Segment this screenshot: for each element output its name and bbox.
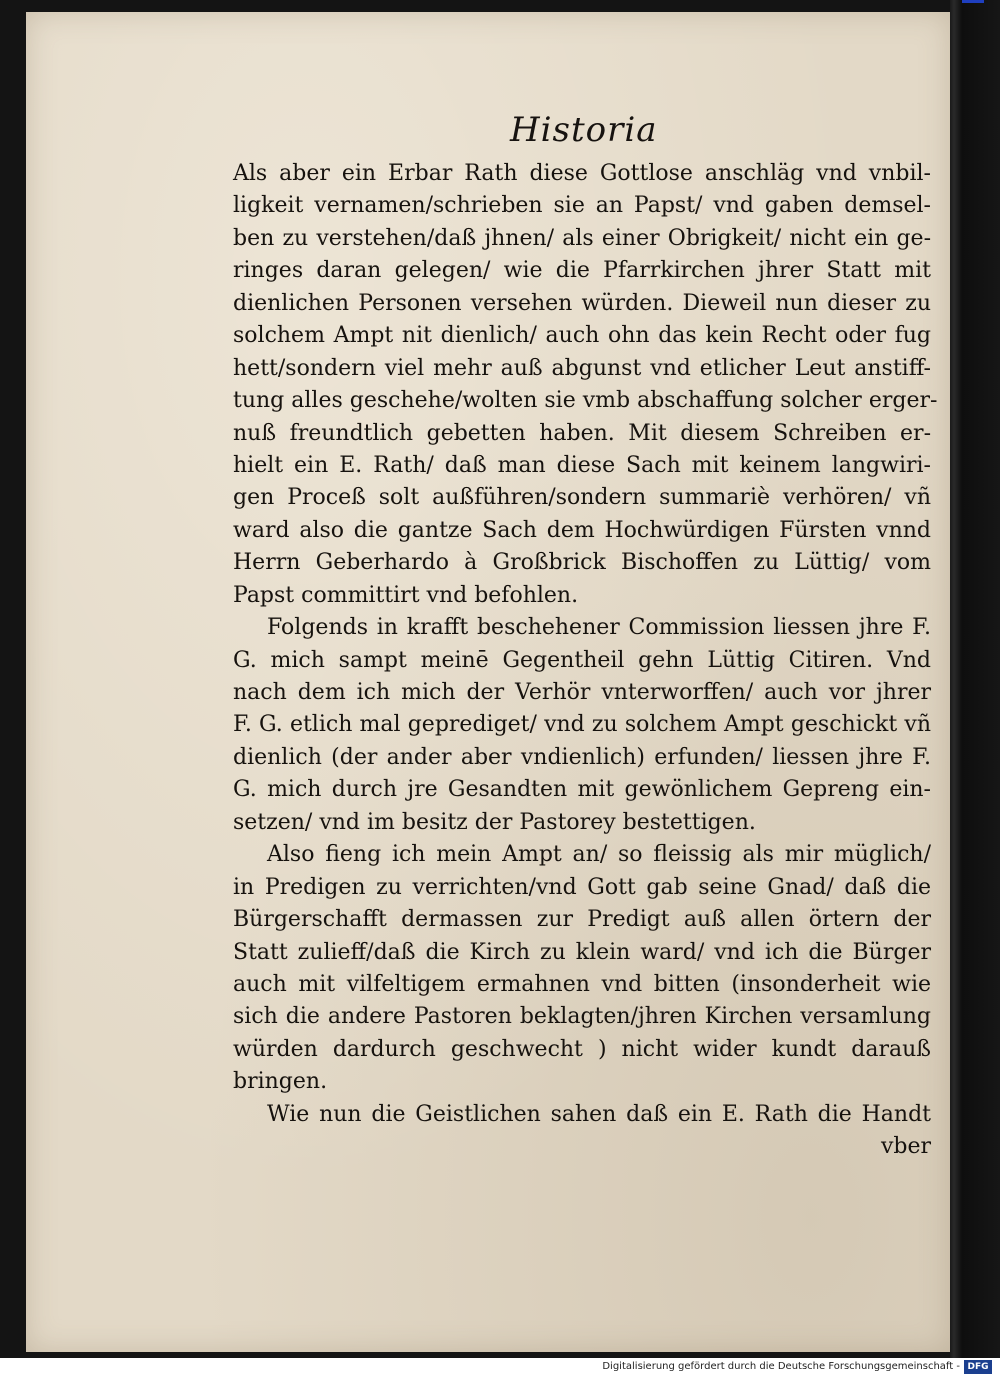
- text-line: nuß freundtlich gebetten haben. Mit diesem Schreiben er-: [233, 420, 931, 446]
- text-line: Also fieng ich mein Ampt an/ so fleissig als mir müglich/: [267, 842, 931, 868]
- text-line: nach dem ich mich der Verhör vnterworffen/ auch vor jhrer: [233, 680, 931, 705]
- text-line: solchem Ampt nit dienlich/ auch ohn das kein Recht oder fug: [233, 323, 931, 349]
- text-line: gen Proceß solt außführen/sondern summariè verhören/ vñ: [233, 485, 931, 511]
- footer-bar: [0, 1358, 1000, 1376]
- text-line: Wie nun die Geistlichen sahen daß ein E. Rath die Handt: [267, 1101, 931, 1127]
- body-text: [233, 158, 938, 1164]
- text-line: Herrn Geberhardo à Großbrick Bischoffen zu Lüttig/ vom: [233, 550, 931, 576]
- text-line: Als aber ein Erbar Rath diese Gottlose anschläg vnd vnbil-: [233, 161, 931, 186]
- text-line: in Predigen zu verrichten/vnd Gott gab seine Gnad/ daß die: [233, 874, 931, 900]
- text-line: Folgends in krafft beschehener Commission liessen jhre F.: [267, 615, 931, 641]
- text-line: Bürgerschafft dermassen zur Predigt auß allen örtern der: [233, 907, 931, 933]
- text-line: würden dardurch geschwecht ) nicht wider kundt darauß: [233, 1036, 931, 1062]
- catchword: vber: [880, 1134, 931, 1160]
- text-line: F. G. etlich mal geprediget/ vnd zu solchem Ampt geschickt vñ: [233, 712, 931, 738]
- dfg-logo: DFG: [964, 1360, 992, 1374]
- text-line: ben zu verstehen/daß jhnen/ als einer Obrigkeit/ nicht ein ge-: [233, 225, 931, 251]
- text-line: sich die andere Pastoren beklagten/jhren Kirchen versamlung: [233, 1004, 931, 1030]
- text-line: ringes daran gelegen/ wie die Pfarrkirchen jhrer Statt mit: [233, 258, 931, 284]
- text-line: Papst committirt vnd befohlen.: [233, 582, 579, 608]
- text-line: Statt zulieff/daß die Kirch zu klein ward/ vnd ich die Bürger: [233, 939, 931, 965]
- text-line: ward also die gantze Sach dem Hochwürdigen Fürsten vnnd: [233, 517, 931, 543]
- funding-credit: Digitalisierung gefördert durch die Deutsche Forschungsgemeinschaft -: [602, 1361, 960, 1372]
- text-line: dienlich (der ander aber vndienlich) erfunden/ liessen jhre F.: [233, 744, 931, 770]
- text-line: ligkeit vernamen/schrieben sie an Papst/ vnd gaben demsel-: [233, 193, 931, 219]
- scan-color-marker: [962, 0, 984, 3]
- text-line: setzen/ vnd im besitz der Pastorey bestettigen.: [233, 809, 756, 835]
- running-head: Historia: [510, 110, 658, 150]
- text-line: hielt ein E. Rath/ daß man diese Sach mit keinem langwiri-: [233, 452, 931, 478]
- text-line: bringen.: [233, 1069, 328, 1095]
- text-line: hett/sondern viel mehr auß abgunst vnd etlicher Leut anstiff-: [233, 355, 931, 381]
- text-line: tung alles geschehe/wolten sie vmb abschaffung solcher erger-: [233, 388, 938, 414]
- text-line: dienlichen Personen versehen würden. Dieweil nun dieser zu: [233, 290, 931, 316]
- book-edge: [950, 0, 1000, 1358]
- text-line: G. mich sampt meinē Gegentheil gehn Lüttig Citiren. Vnd: [233, 647, 931, 673]
- text-line: auch mit vilfeltigem ermahnen vnd bitten (insonderheit wie: [233, 971, 931, 997]
- text-line: G. mich durch jre Gesandten mit gewönlichem Gepreng ein-: [233, 777, 931, 803]
